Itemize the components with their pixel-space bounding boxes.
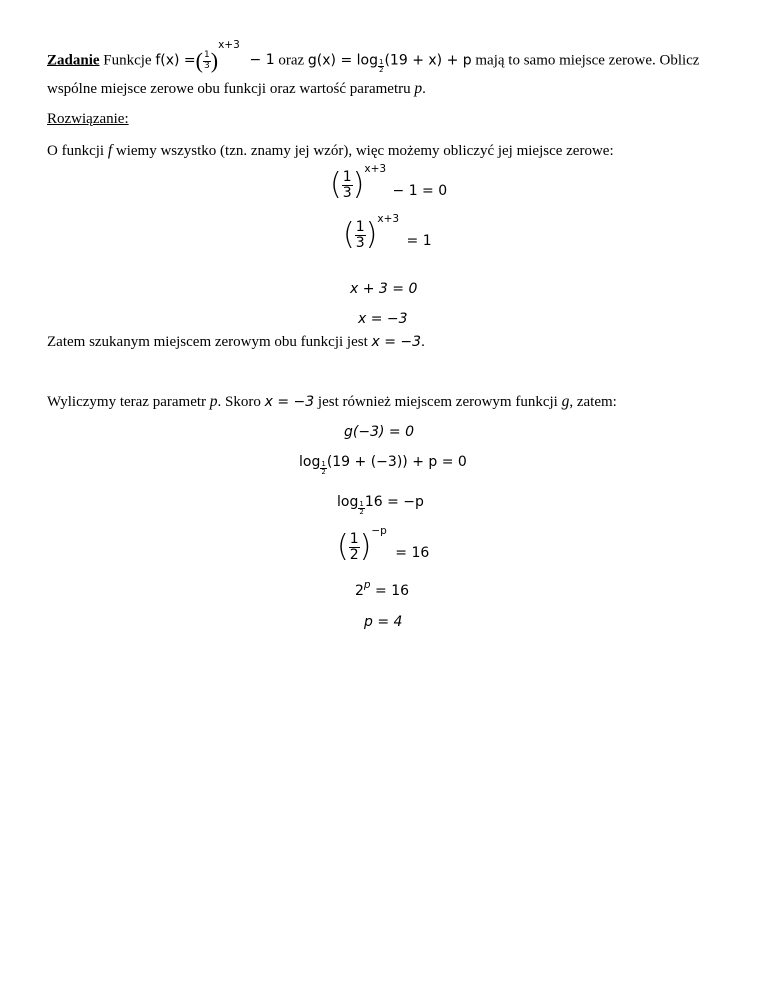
log-base: $\frac{1}{2}$: [379, 58, 384, 75]
equation-9: 2$^p$ = 16: [355, 579, 410, 599]
equation-4: x = −3: [358, 311, 408, 327]
log-base-half: $\frac{1}{2}$: [359, 499, 364, 516]
task-text-oraz: oraz: [278, 52, 305, 69]
f-definition-lhs: f(x) =: [155, 52, 196, 69]
task-exponent: x+3: [218, 39, 240, 51]
equation-8: ( $\frac{1}{2}$ )$^{-p}$ = 16: [337, 525, 430, 565]
fraction-one-half: $\frac{1}{2}$: [349, 531, 359, 563]
task-text-1: Funkcje: [103, 52, 152, 69]
equation-1: ( $\frac{1}{3}$ )$^{x+3}$ − 1 = 0: [330, 163, 448, 203]
solution-intro: O funkcji f wiemy wszystko (tzn. znamy jej wzór), więc możemy obliczyć jej miejsce zerowe:: [47, 142, 614, 159]
equation-6: log $\frac{1}{2}$ (19 + (−3)) + p = 0: [299, 454, 467, 476]
task-label: Zadanie: [47, 52, 100, 69]
equation-2: ( $\frac{1}{3}$ )$^{x+3}$ = 1: [343, 213, 432, 253]
equation-7: log $\frac{1}{2}$ 16 = −p: [337, 494, 424, 516]
task-after-power: − 1: [249, 52, 275, 69]
solution-heading: Rozwiązanie:: [47, 111, 129, 127]
task-text-2: mają to samo miejsce zerowe. Oblicz: [475, 52, 700, 69]
log-base-half: $\frac{1}{2}$: [321, 459, 326, 476]
equation-3: x + 3 = 0: [350, 281, 418, 297]
equation-5: g(−3) = 0: [344, 424, 414, 440]
g-definition-lhs: g(x) = log: [307, 52, 378, 69]
task-fraction: $\frac{1}{3}$: [204, 50, 210, 71]
task-line-1: Zadanie Funkcje f(x) =( $\frac{1}{3}$ )$^{x+3}$ − 1 oraz g(x) = log $\frac{1}{2}$ (19 + x) + p mają to samo miejsce zerowe. Oblicz: [47, 39, 700, 75]
solution-conclusion: Zatem szukanym miejscem zerowym obu funkcji jest x = −3.: [47, 334, 425, 350]
task-line2-var: p: [414, 80, 423, 97]
equation-10: p = 4: [364, 614, 403, 630]
g-definition-rest: (19 + x) + p: [384, 52, 472, 69]
fraction-one-third: $\frac{1}{3}$: [342, 169, 352, 201]
task-line-2: wspólne miejsce zerowe obu funkcji oraz wartość parametru p.: [47, 80, 426, 97]
intro-var-f: f: [107, 142, 113, 159]
fraction-one-third: $\frac{1}{3}$: [355, 219, 365, 251]
solution-parameter-line: Wyliczymy teraz parametr p. Skoro x = −3 jest również miejscem zerowym funkcji g, zatem:: [47, 393, 617, 410]
task-line2-text: wspólne miejsce zerowe obu funkcji oraz wartość parametru: [47, 81, 411, 97]
conclusion-equation: x = −3: [371, 334, 422, 350]
